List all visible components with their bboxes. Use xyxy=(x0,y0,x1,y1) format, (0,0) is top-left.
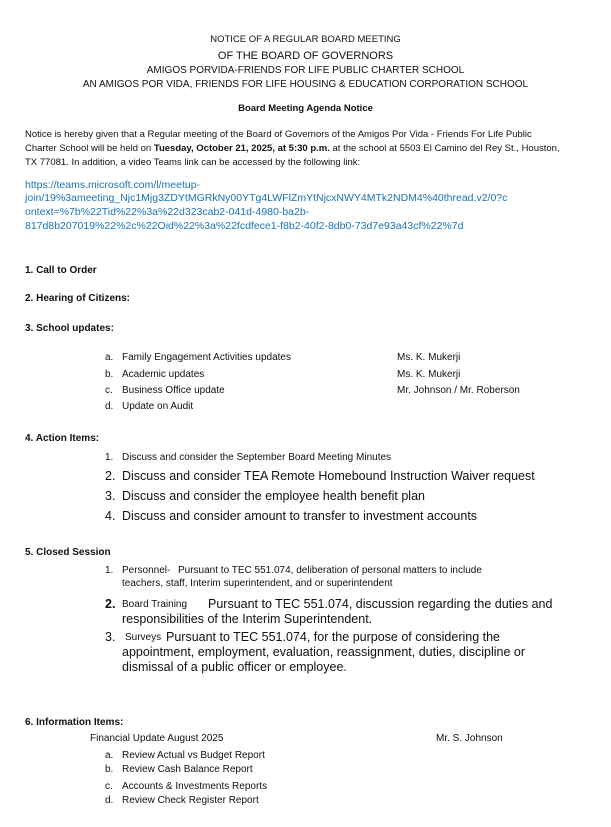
list-item xyxy=(105,469,535,483)
list-item xyxy=(105,489,425,503)
item-letter: d. xyxy=(105,401,114,412)
teams-link[interactable]: join/19%3ameeting_Njc1Mjg3ZDYtMGRkNy00YTg4LWFlZmYtNjcxNWY4MTk2NDM4%40thread.v2/0?c xyxy=(25,192,508,204)
item-letter: c. xyxy=(105,385,113,396)
item-text: Accounts & Investments Reports xyxy=(122,781,268,792)
teams-link[interactable]: https://teams.microsoft.com/l/meetup- xyxy=(25,179,201,191)
corporation-name: AN AMIGOS POR VIDA, FRIENDS FOR LIFE HOUSING & EDUCATION CORPORATION SCHOOL xyxy=(82,79,529,90)
item-text: Pursuant to TEC 551.074, discussion regarding the duties and xyxy=(208,597,553,611)
item-number: 3. xyxy=(105,489,116,503)
item-letter: d. xyxy=(105,795,114,806)
teams-link[interactable]: 817d8b207019%22%2c%22Oid%22%3a%22fcdfece1-f8b2-40f2-8db0-73d7e93a43cf%22%7d xyxy=(25,220,464,232)
presenter: Ms. K. Mukerji xyxy=(397,369,461,380)
item-text: Discuss and consider the September Board Meeting Minutes xyxy=(122,452,392,463)
item-number: 3. xyxy=(105,630,116,644)
item-number: 4. xyxy=(105,509,116,523)
item-label: Personnel- xyxy=(122,565,171,576)
item-label: Surveys xyxy=(125,632,162,643)
item-text: responsibilities of the Interim Superintendent. xyxy=(122,612,373,626)
list-item xyxy=(105,401,194,412)
financial-update-heading: Financial Update August 2025 xyxy=(90,733,224,744)
meeting-datetime: Tuesday, October 21, 2025, at 5:30 p.m. xyxy=(153,143,330,154)
presenter: Ms. K. Mukerji xyxy=(397,352,461,363)
notice-line: TX 77081. In addition, a video Teams link can be accessed by the following link: xyxy=(25,157,361,168)
item-letter: a. xyxy=(105,352,114,363)
item-number: 2. xyxy=(105,597,116,611)
item-letter: a. xyxy=(105,750,114,761)
item-text: Academic updates xyxy=(122,369,205,380)
notice-line: Notice is hereby given that a Regular meeting of the Board of Governors of the Amigos Por Vida - Friends For Life Public xyxy=(25,129,532,140)
section-school-updates: 3. School updates: xyxy=(25,323,114,334)
notice-text: Charter School will be held on xyxy=(25,143,154,154)
notice-title: NOTICE OF A REGULAR BOARD MEETING xyxy=(210,34,401,45)
section-information-items: 6. Information Items: xyxy=(25,717,124,728)
list-item xyxy=(105,750,265,761)
item-letter: b. xyxy=(105,764,114,775)
item-text: Discuss and consider TEA Remote Homebound Instruction Waiver request xyxy=(122,469,535,483)
item-number: 1. xyxy=(105,452,114,463)
section-call-to-order: 1. Call to Order xyxy=(25,265,97,276)
item-text: Update on Audit xyxy=(122,401,194,412)
section-hearing-of-citizens: 2. Hearing of Citizens: xyxy=(25,293,131,304)
list-item xyxy=(105,352,291,363)
teams-link[interactable]: ontext=%7b%22Tid%22%3a%22d323cab2-041d-4980-ba2b- xyxy=(25,206,310,218)
section-closed-session: 5. Closed Session xyxy=(25,547,111,558)
list-item xyxy=(105,385,225,396)
item-text: Review Check Register Report xyxy=(122,795,259,806)
item-text: Review Actual vs Budget Report xyxy=(122,750,265,761)
list-item xyxy=(105,369,205,380)
item-text: teachers, staff, Interim superintendent, and or superintendent xyxy=(122,578,393,589)
list-item xyxy=(105,509,478,523)
item-text: Discuss and consider amount to transfer to investment accounts xyxy=(122,509,478,523)
list-item xyxy=(105,781,268,792)
presenter: Mr. S. Johnson xyxy=(436,733,503,744)
list-item xyxy=(105,452,392,463)
board-title: OF THE BOARD OF GOVERNORS xyxy=(217,50,394,62)
item-text: appointment, employment, evaluation, reassignment, duties, discipline or xyxy=(122,645,525,659)
item-text: Family Engagement Activities updates xyxy=(122,352,291,363)
item-label: Board Training xyxy=(122,599,188,610)
list-item xyxy=(105,764,253,775)
item-text: Discuss and consider the employee health benefit plan xyxy=(122,489,425,503)
notice-line xyxy=(25,144,560,154)
item-text: Pursuant to TEC 551.074, for the purpose of considering the xyxy=(166,630,501,644)
presenter: Mr. Johnson / Mr. Roberson xyxy=(397,385,520,396)
item-letter: c. xyxy=(105,781,113,792)
agenda-subtitle: Board Meeting Agenda Notice xyxy=(238,103,373,114)
school-name: AMIGOS PORVIDA-FRIENDS FOR LIFE PUBLIC CHARTER SCHOOL xyxy=(146,65,465,76)
list-item xyxy=(105,795,259,806)
item-text: Business Office update xyxy=(122,385,225,396)
item-letter: b. xyxy=(105,369,114,380)
item-text: dismissal of a public officer or employee. xyxy=(122,660,347,674)
item-number: 2. xyxy=(105,469,116,483)
item-number: 1. xyxy=(105,565,114,576)
item-text: Review Cash Balance Report xyxy=(122,764,253,775)
notice-text: at the school at 5503 El Camino del Rey St., Houston, xyxy=(329,143,560,154)
item-text: Pursuant to TEC 551.074, deliberation of personal matters to include xyxy=(178,565,482,576)
section-action-items: 4. Action Items: xyxy=(25,433,100,444)
